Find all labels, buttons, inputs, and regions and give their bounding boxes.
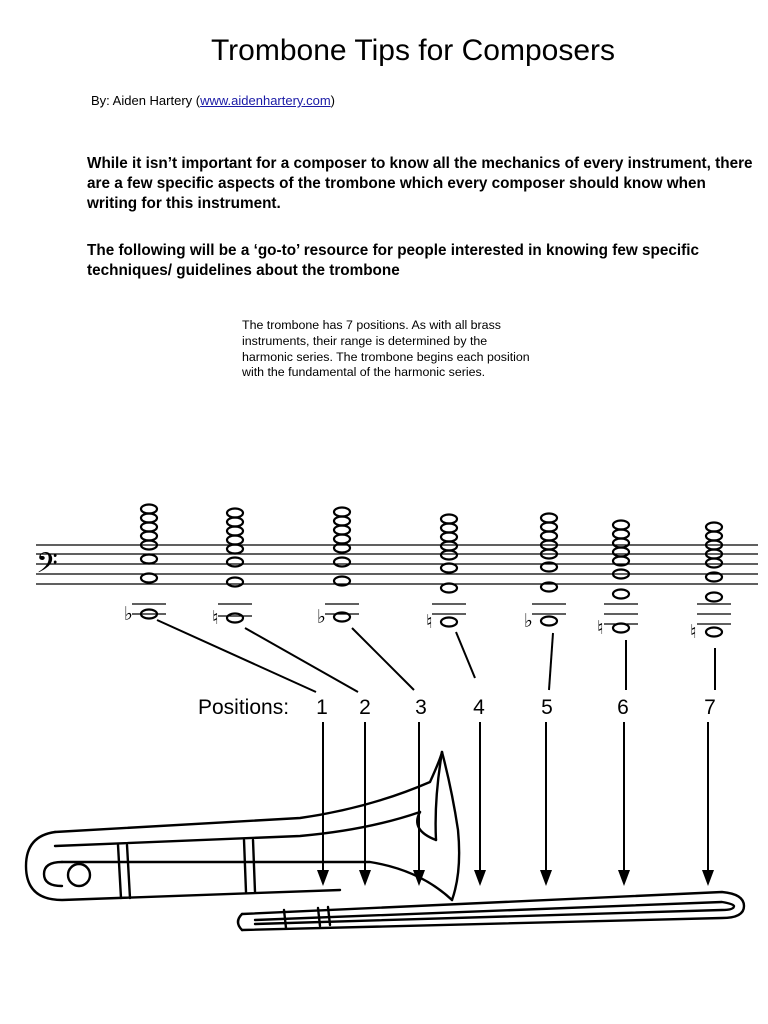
position-number-2: 2 [359,696,371,719]
bass-staff [36,545,758,584]
accidental-7: ♮ [690,621,697,643]
accidentals [124,603,697,643]
accidental-2: ♮ [212,607,219,629]
byline-prefix: By: Aiden Hartery ( [91,93,201,108]
position-2-chord [218,509,252,623]
trombone-illustration [26,752,744,930]
accidental-4: ♮ [426,611,433,633]
position-number-4: 4 [473,696,485,719]
position-6-chord [604,521,638,633]
arrowheads [317,870,714,886]
position-5-chord [532,514,566,626]
position-number-6: 6 [617,696,629,719]
positions-label: Positions: [198,696,290,719]
intro-paragraph: While it isn’t important for a composer to know all the mechanics of every instrument, there are a few specific aspects of the trombone which every composer should know when writing for this instrument. [87,155,753,212]
position-7-chord [697,523,731,637]
position-4-chord [432,515,466,627]
page-title: Trombone Tips for Composers [210,34,616,67]
resource-paragraph: The following will be a ‘go-to’ resource for people interested in knowing few specific techniques/ guidelines about the trombone [87,242,699,279]
bass-clef-icon: 𝄢 [36,547,58,587]
position-number-7: 7 [704,696,716,719]
author-website-link[interactable]: www.aidenhartery.com [200,93,331,108]
connector-lines [157,620,715,692]
position-arrows [323,722,708,872]
position-number-1: 1 [316,696,328,719]
position-number-5: 5 [541,696,553,719]
position-number-3: 3 [415,696,427,719]
accidental-6: ♮ [597,617,604,639]
positions-caption: The trombone has 7 positions. As with all brass instruments, their range is determined by the harmonic series. The trombone begins each position with the fundamental of the harmonic series. [242,318,530,380]
accidental-3: ♭ [317,606,326,628]
byline-suffix: ) [330,93,335,108]
position-numbers [316,696,716,719]
accidental-1: ♭ [124,603,133,625]
accidental-5: ♭ [524,610,533,632]
position-1-chord [132,505,166,619]
